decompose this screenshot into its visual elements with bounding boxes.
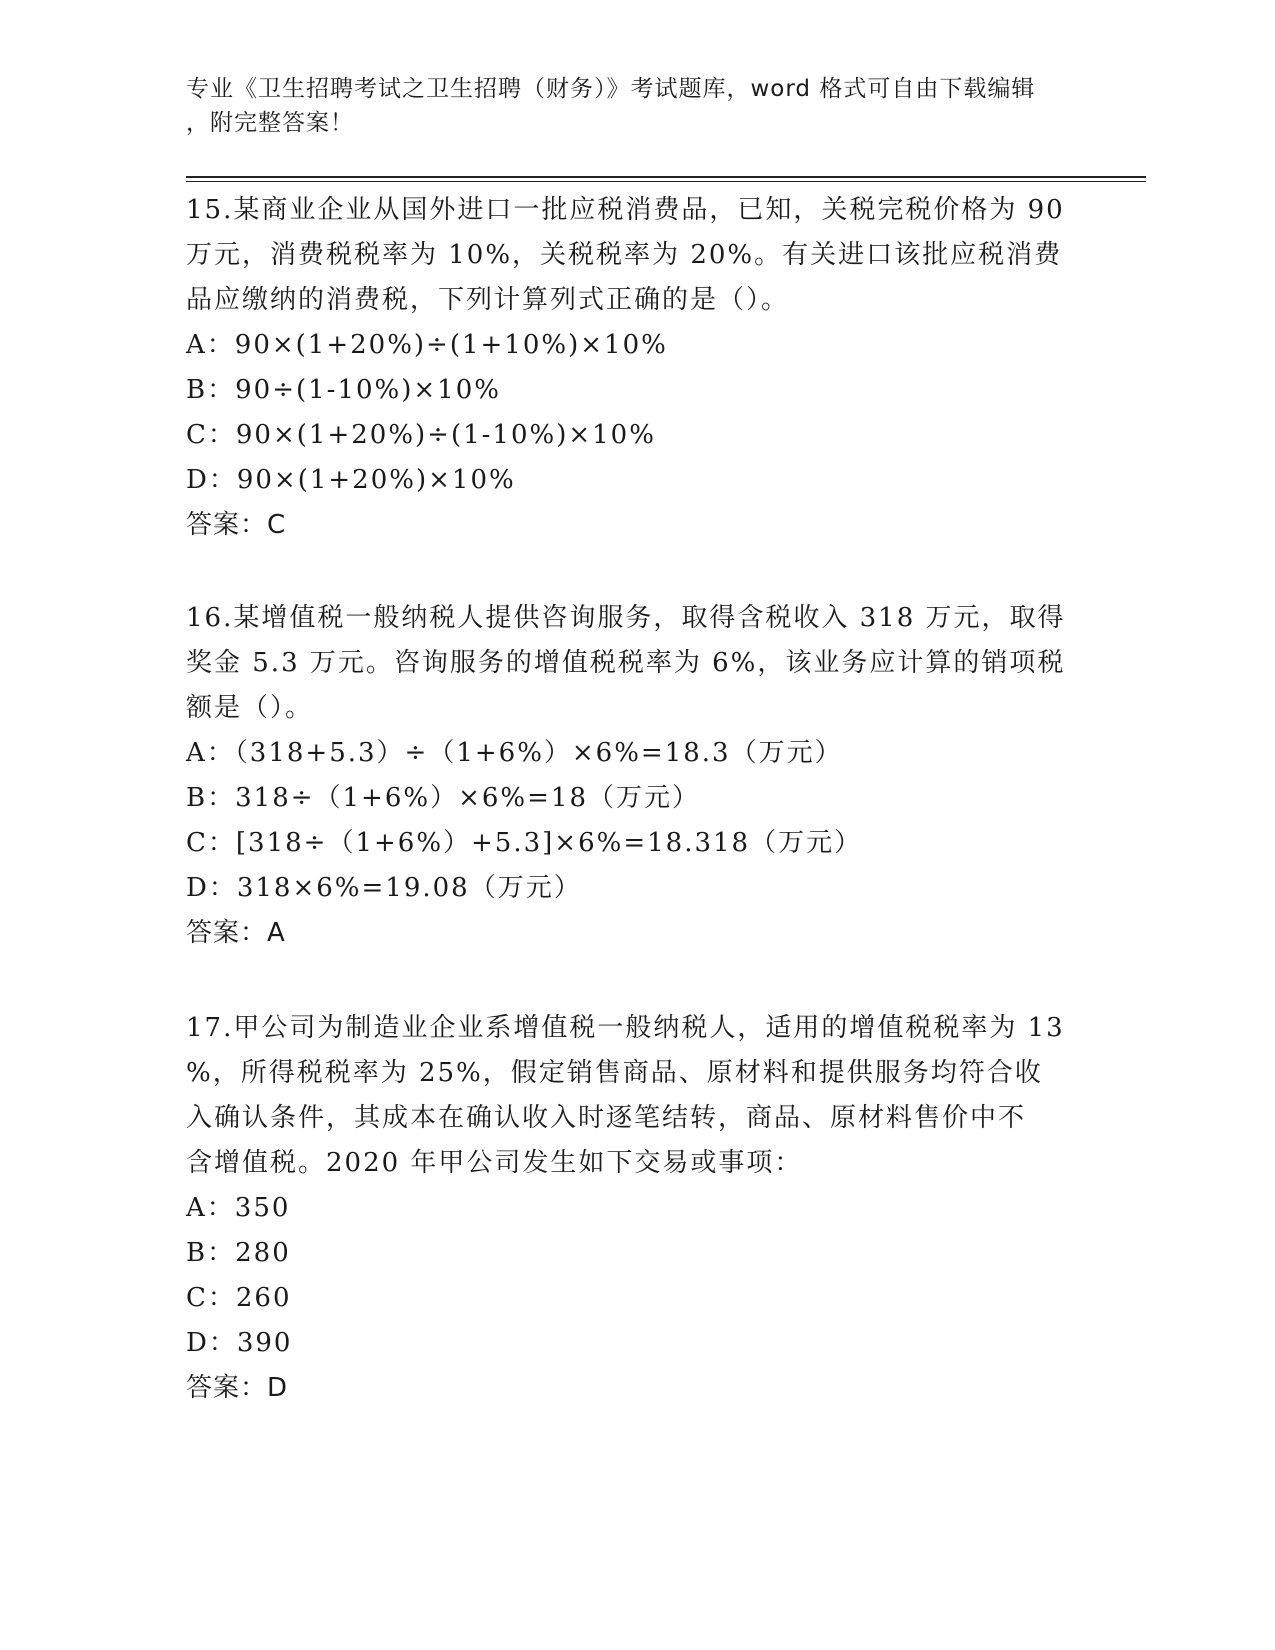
question-stem-line: 品应缴纳的消费税，下列计算列式正确的是（）。	[186, 285, 790, 315]
option-a: A：350	[186, 1193, 291, 1223]
question-stem-line: %，所得税税率为 25%，假定销售商品、原材料和提供服务均符合收	[186, 1058, 1043, 1088]
question-stem-line: 入确认条件，其成本在确认收入时逐笔结转，商品、原材料售价中不	[186, 1103, 1027, 1133]
option-b: B：90÷(1-10%)×10%	[186, 375, 501, 405]
option-c: C：90×(1+20%)÷(1-10%)×10%	[186, 420, 656, 450]
option-d: D：390	[186, 1328, 293, 1358]
header-line-1: 专业《卫生招聘考试之卫生招聘（财务）》考试题库，word 格式可自由下载编辑	[186, 76, 1036, 102]
document-header	[186, 72, 1086, 140]
option-b: B：318÷（1+6%）×6%=18（万元）	[186, 783, 700, 813]
question-stem-line: 17.甲公司为制造业企业系增值税一般纳税人，适用的增值税税率为 13	[186, 1013, 1065, 1043]
header-divider-thin	[186, 181, 1146, 182]
question-stem-line: 万元，消费税税率为 10%，关税税率为 20%。有关进口该批应税消费	[186, 240, 1063, 270]
question-stem-line: 额是（）。	[186, 693, 314, 723]
question-17	[186, 1006, 1086, 1411]
question-stem-line: 15.某商业企业从国外进口一批应税消费品，已知，关税完税价格为 90	[186, 195, 1065, 225]
option-a: A：90×(1+20%)÷(1+10%)×10%	[186, 330, 668, 360]
question-stem-line: 奖金 5.3 万元。咨询服务的增值税税率为 6%，该业务应计算的销项税	[186, 648, 1066, 678]
answer-line: 答案：C	[186, 510, 287, 540]
answer-line: 答案：A	[186, 918, 286, 948]
option-c: C：[318÷（1+6%）+5.3]×6%=18.318（万元）	[186, 828, 863, 858]
option-d: D：318×6%=19.08（万元）	[186, 873, 582, 903]
question-16	[186, 596, 1086, 956]
question-15	[186, 188, 1086, 548]
answer-line: 答案：D	[186, 1373, 289, 1403]
question-stem-line: 含增值税。2020 年甲公司发生如下交易或事项：	[186, 1148, 803, 1178]
question-stem-line: 16.某增值税一般纳税人提供咨询服务，取得含税收入 318 万元，取得	[186, 603, 1066, 633]
option-c: C：260	[186, 1283, 292, 1313]
header-line-2: ，附完整答案！	[186, 110, 354, 136]
option-a: A：（318+5.3）÷（1+6%）×6%=18.3（万元）	[186, 738, 843, 768]
option-d: D：90×(1+20%)×10%	[186, 465, 516, 495]
option-b: B：280	[186, 1238, 291, 1268]
header-divider-thick	[186, 176, 1146, 178]
